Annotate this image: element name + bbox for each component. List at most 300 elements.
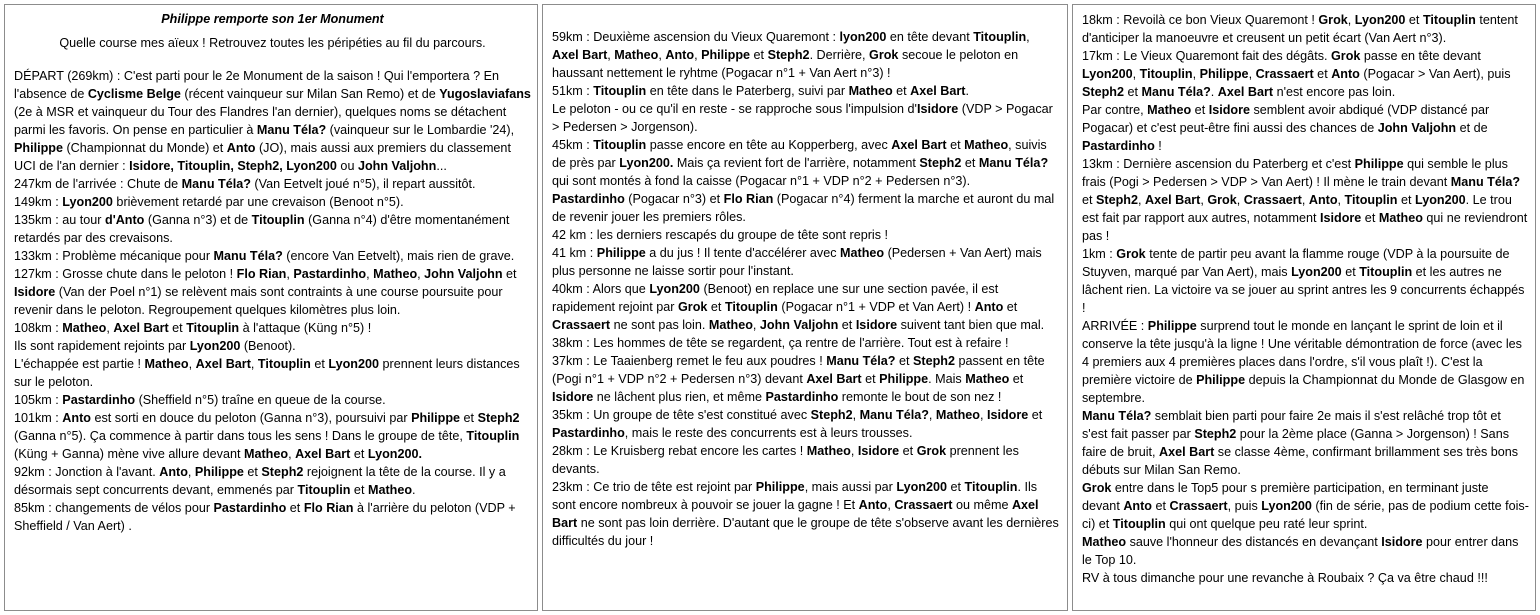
entry-text: (Benoot). [240,339,296,353]
entry-text: . Derrière, [809,48,870,62]
rider-name: Steph2 [1082,85,1124,99]
entry-text: et [1313,67,1332,81]
rider-name: Titouplin [1422,13,1476,27]
entry-text: ou [336,159,358,173]
rider-name: Flo Rian [303,501,354,515]
entry-text: , [366,267,374,281]
entry-text: et [1405,13,1423,27]
rider-name: Isidore [1320,211,1362,225]
entry-text: ! [1154,139,1162,153]
entry-text: (Ganna n°5). Ça commence à partir dans tous les sens ! Dans le groupe de tête, [14,429,467,443]
entry-text: , puis [1227,499,1262,513]
rider-name: Titouplin [964,480,1018,494]
rider-name: Matheo [1378,211,1423,225]
rider-name: Grok [916,444,947,458]
rider-name: Axel Bart [806,372,862,386]
entry-text: (Van der Poel n°1) se relèvent mais sont contraints à une course poursuite pour revenir dans le peloton. Regroupement quelques kilomètres plus loin. [14,285,503,317]
entry-text: 23km : Ce trio de tête est rejoint par [552,480,756,494]
entry-text: et [460,411,478,425]
rider-name: Matheo [964,138,1009,152]
entry-text: brièvement retardé par une crevaison (Benoot n°5). [112,195,404,209]
rider-name: Titouplin [186,321,240,335]
entry-text: (Pogacar > Van Aert), puis [1359,67,1511,81]
entry-text: , [1200,193,1208,207]
entry-text: , [1248,67,1256,81]
rider-name: Grok [1116,247,1146,261]
entry-text: (Van Eetvelt joué n°5), il repart aussitôt. [250,177,476,191]
entry-text: , [850,444,858,458]
entry-text: 149km : [14,195,63,209]
entry-text: 127km : Grosse chute dans le peloton ! [14,267,237,281]
entry-text: (VDP > Pogacar > Pedersen > Jorgenson). [552,102,1053,134]
entry-text: (Championnat du Monde) et [62,141,227,155]
rider-name: Axel Bart [552,48,608,62]
timeline-entry [1082,101,1529,155]
timeline-entry [552,100,1059,136]
entry-text: et [892,84,911,98]
rider-name: Titouplin [1112,517,1166,531]
entry-text: qui sont montés à fond la caisse (Pogacar n°1 + VDP n°2 + Pedersen n°3). [552,174,971,188]
rider-name: Lyon200. [367,447,423,461]
rider-name: Matheo [367,483,413,497]
rider-name: Axel Bart [891,138,947,152]
entry-text: (récent vainqueur sur Milan San Remo) et de [180,87,440,101]
entry-text: et [502,267,517,281]
rider-name: Steph2 [1096,193,1139,207]
rider-name: Pastardinho [552,426,625,440]
column-3-entries [1082,11,1529,587]
rider-name: Titouplin [1344,193,1398,207]
entry-text: (Ganna n°3) et de [144,213,252,227]
entry-text: secoue le peloton en haussant nettement le ryhtme (Pogacar n°1 + Van Aert n°3) ! [552,48,1019,80]
rider-name: Lyon200 [62,195,113,209]
rider-name: Flo Rian [236,267,287,281]
entry-text: , mais le reste des concurrents est à leurs trousses. [624,426,913,440]
entry-text: . [412,483,416,497]
entry-text: et de [1456,121,1488,135]
entry-text: , [887,498,895,512]
entry-text: qui ne reviendront pas ! [1082,211,1528,243]
entry-text: ou même [952,498,1012,512]
timeline-entry [1082,155,1529,245]
rider-name: Steph2 [810,408,853,422]
rider-name: Matheo [848,84,893,98]
rider-name: lyon200 [839,30,887,44]
rider-name: Matheo [144,357,189,371]
rider-name: Anto [665,48,695,62]
entry-text: , [694,48,702,62]
entry-text: et [350,483,368,497]
entry-text: et [1009,372,1024,386]
entry-text: semblait bien parti pour faire 2e mais il s'est relâché trop tôt et s'est fait passer par [1082,409,1501,441]
timeline-entry [1082,479,1529,533]
entry-text: en tête dans le Paterberg, suivi par [646,84,849,98]
entry-text: RV à tous dimanche pour une revanche à Roubaix ? Ça va être chaud !!! [1082,571,1488,585]
rider-name: Crassaert [1243,193,1302,207]
rider-name: Matheo [935,408,980,422]
entry-text: 92km : Jonction à l'avant. [14,465,160,479]
rider-name: Grok [678,300,708,314]
rider-name: Flo Rian [723,192,774,206]
entry-text: remonte le bout de son nez ! [838,390,1002,404]
rider-name: Anto [974,300,1004,314]
rider-name: Isidore [1208,103,1250,117]
entry-text: et [1191,103,1209,117]
column-1 [4,4,538,611]
entry-text: et [1361,211,1379,225]
rider-name: Isidore [916,102,959,116]
timeline-entry [1082,569,1529,587]
rider-name: Crassaert [894,498,953,512]
rider-name: Matheo [373,267,418,281]
rider-name: Philippe [596,246,646,260]
entry-text: , [1132,67,1140,81]
entry-text: et [838,318,856,332]
timeline-entry [552,28,1059,82]
timeline-entry [552,190,1059,226]
entry-text: 51km : [552,84,594,98]
rider-name: Steph2 [261,465,304,479]
entry-text: , [1347,13,1355,27]
entry-text: et [1028,408,1043,422]
rider-name: Philippe [411,411,461,425]
entry-text: . Ils sont encore nombreux à pouvoir se jouer la gagne ! Et [552,480,1038,512]
timeline-entry [14,337,531,355]
rider-name: Isidore [855,318,898,332]
entry-text: en tête devant [886,30,974,44]
rider-name: Titouplin [1139,67,1193,81]
entry-text: 35km : Un groupe de tête s'est constitué avec [552,408,811,422]
entry-text: et [350,447,368,461]
rider-name: Pastardinho [62,393,136,407]
entry-text: 38km : Les hommes de tête se regardent, ça rentre de l'arrière. Tout est à refaire ! [552,336,1009,350]
rider-name: Pastardinho [1082,139,1155,153]
rider-name: Axel Bart [113,321,169,335]
rider-name: Titouplin [593,84,647,98]
timeline-entry [14,193,531,211]
rider-name: Titouplin [1359,265,1413,279]
entry-text: DÉPART (269km) : C'est parti pour le 2e Monument de la saison ! Qui l'emportera ? En l'absence de [14,69,499,101]
rider-name: Manu Téla? [826,354,896,368]
entry-text: et [168,321,187,335]
entry-text: Ils sont rapidement rejoints par [14,339,190,353]
rider-name: Titouplin [593,138,647,152]
rider-name: Crassaert [552,318,611,332]
timeline-entry [14,319,531,337]
entry-text: ne sont pas loin. [610,318,709,332]
timeline-entry [14,409,531,463]
entry-text: ... [436,159,447,173]
timeline-entry [552,352,1059,406]
entry-text: 28km : Le Kruisberg rebat encore les cartes ! [552,444,807,458]
rider-name: Axel Bart [910,84,966,98]
rider-name: Matheo [243,447,289,461]
entry-text: pour entrer dans le Top 10. [1082,535,1519,567]
entry-text: L'échappée est partie ! [14,357,145,371]
rider-name: Steph2 [477,411,520,425]
entry-text: à l'arrière du peloton (VDP + Sheffield / Van Aert) . [14,501,516,533]
entry-text: Par contre, [1082,103,1148,117]
rider-name: Matheo [965,372,1010,386]
rider-name: Philippe [1147,319,1197,333]
rider-name: Lyon200 [189,339,241,353]
entry-text: entre dans le Top5 pour s première participation, en terminant juste devant [1082,481,1489,513]
entry-text: (vainqueur sur le Lombardie '24), [326,123,515,137]
rider-name: Manu Téla? [1141,85,1211,99]
entry-text: (Pogacar n°4) ferment la marche et auront du mal de revenir jouer les premiers rôles. [552,192,1055,224]
rider-name: Lyon200 [1354,13,1406,27]
rider-name: Titouplin [257,357,311,371]
entry-text: tentent d'anticiper la manoeuvre et creusent un petit écart (Van Aert n°3). [1082,13,1518,45]
entry-text: et [899,444,917,458]
entry-text: (fin de série, pas de podium cette fois-ci) et [1082,499,1529,531]
entry-text: semblent avoir abdiqué (VDP distancé par Pogacar) et c'est peut-être fini aussi des chances de [1082,103,1490,135]
entry-text: suivent tant bien que mal. [897,318,1045,332]
rider-name: Lyon200 [1261,499,1312,513]
entry-text: (Benoot) en replace une sur une section pavée, il est rapidement rejoint par [552,282,999,314]
entry-text: a du jus ! Il tente d'accélérer avec [645,246,840,260]
rider-name: Matheo [614,48,659,62]
entry-text: (Pogacar n°1 + VDP et Van Aert) ! [777,300,975,314]
rider-name: Grok [1082,481,1112,495]
rider-name: Titouplin [724,300,778,314]
entry-text: 108km : [14,321,63,335]
entry-text: ne sont pas loin derrière. D'autant que le groupe de tête s'observe avant les dernières difficultés du jour ! [552,516,1059,548]
rider-name: Philippe [1196,373,1246,387]
rider-name: Manu Téla? [213,249,283,263]
entry-text: et [310,357,329,371]
rider-name: Steph2 [919,156,962,170]
rider-name: John Valjohn [357,159,437,173]
entry-text: , [1026,30,1030,44]
entry-text: , [1337,193,1345,207]
entry-text: , [928,408,936,422]
entry-text: surprend tout le monde en lançant le sprint de loin et il conserve la tête jusqu'à la ligne ! Une véritable démontration de force (avec les 4 premiers aux 4 premières places dans l'ordre, s'il vous plaît !). C'est la première victoire de [1082,319,1522,387]
rider-name: Matheo [840,246,885,260]
entry-text: est sorti en douce du peloton (Ganna n°3), poursuivi par [90,411,412,425]
rider-name: Matheo [62,321,107,335]
rider-name: Isidore, Titouplin, Steph2, Lyon200 [129,159,337,173]
timeline-entry [1082,11,1529,47]
rider-name: Isidore [1381,535,1423,549]
entry-text: et [961,156,979,170]
entry-text: et [861,372,880,386]
rider-name: Philippe [701,48,751,62]
entry-text: rejoignent la tête de la course. Il y a désormais sept concurrents devant, emmenés par [14,465,506,497]
rider-name: Yugoslaviafans [439,87,531,101]
entry-text: , [1236,193,1244,207]
entry-text: , [1138,193,1146,207]
rider-name: Steph2 [767,48,810,62]
timeline-entry [14,499,531,535]
rider-name: Manu Téla? [859,408,929,422]
rider-name: Steph2 [1194,427,1237,441]
rider-name: Anto [226,141,256,155]
rider-name: John Valjohn [1377,121,1457,135]
rider-name: Titouplin [251,213,305,227]
article-title: Philippe remporte son 1er Monument [161,12,384,26]
entry-text: . Mais [928,372,966,386]
entry-text: , [852,408,860,422]
entry-text: 135km : au tour [14,213,106,227]
entry-text: et [1124,85,1142,99]
timeline-entry [14,175,531,193]
entry-text: qui ont quelque peu raté leur sprint. [1165,517,1368,531]
rider-name: Isidore [986,408,1029,422]
rider-name: Lyon200. [619,156,674,170]
rider-name: Axel Bart [1217,85,1274,99]
entry-text: . Le trou est fait par rapport aux autres, notamment [1082,193,1512,225]
timeline-entry [14,247,531,265]
entry-text: et [286,501,304,515]
rider-name: Crassaert [1169,499,1228,513]
rider-name: John Valjohn [424,267,503,281]
entry-text: 13km : Dernière ascension du Paterberg et c'est [1082,157,1355,171]
entry-text: 42 km : les derniers rescapés du groupe de tête sont repris ! [552,228,889,242]
entry-text: , [658,48,666,62]
entry-text: et [895,354,913,368]
entry-text: , [286,267,294,281]
rider-name: Anto [62,411,91,425]
rider-name: Isidore [14,285,56,299]
entry-text: prennent leurs distances sur le peloton. [14,357,520,389]
entry-text: et [243,465,262,479]
rider-name: Manu Téla? [1450,175,1521,189]
timeline-entry [14,391,531,409]
entry-text: (Sheffield n°5) traîne en queue de la course. [135,393,386,407]
entry-text: et [707,300,725,314]
entry-text: 247km de l'arrivée : Chute de [14,177,182,191]
entry-text: passe encore en tête au Kopperberg, avec [646,138,892,152]
rider-name: Grok [1331,49,1361,63]
entry-text: et les autres ne lâchent rien. La victoire va se jouer au sprint antres les 9 concurrents échappés ! [1082,265,1525,315]
entry-text: passe en tête devant [1360,49,1481,63]
entry-text: 133km : Problème mécanique pour [14,249,214,263]
entry-text: , [417,267,425,281]
entry-text: et [946,138,965,152]
rider-name: Anto [159,465,188,479]
rider-name: Philippe [14,141,63,155]
timeline-entry [1082,317,1529,407]
rider-name: Lyon200 [649,282,700,296]
entry-text: et [1003,300,1018,314]
entry-text: , suivis de près par [552,138,1047,170]
entry-text: et [947,480,965,494]
rider-name: Philippe [755,480,805,494]
entry-text: 18km : Revoilà ce bon Vieux Quaremont ! [1082,13,1319,27]
rider-name: Manu Téla? [1082,409,1152,423]
rider-name: Pastardinho [765,390,839,404]
rider-name: Matheo [1147,103,1192,117]
timeline-entry [552,478,1059,550]
rider-name: Isidore [552,390,594,404]
rider-name: Pastardinho [552,192,625,206]
rider-name: d'Anto [105,213,145,227]
entry-text: ne lâchent plus rien, et même [593,390,766,404]
rider-name: Philippe [1354,157,1404,171]
rider-name: Anto [1123,499,1152,513]
column-1-entries [14,67,531,535]
rider-name: Lyon200 [1291,265,1342,279]
timeline-entry [14,463,531,499]
timeline-entry [14,265,531,319]
entry-text: . [965,84,969,98]
entry-text: , [1192,67,1200,81]
entry-text: (2e à MSR et vainqueur du Tour des Flandres l'an dernier), quelques noms se détachent parmi les favoris. On pense en particulier à [14,105,507,137]
rider-name: Axel Bart [1145,193,1201,207]
rider-name: Philippe [1199,67,1249,81]
entry-text: 101km : [14,411,63,425]
rider-name: Matheo [708,318,753,332]
entry-text: et [1341,265,1360,279]
entry-text: pour la 2ème place (Ganna > Jorgenson) ! Sans faire de bruit, [1082,427,1509,459]
rider-name: Matheo [1082,535,1127,549]
timeline-entry [1082,245,1529,317]
rider-name: Axel Bart [552,498,1039,530]
entry-text: , [187,465,195,479]
timeline-entry [552,280,1059,334]
entry-text: 41 km : [552,246,597,260]
entry-text: , [188,357,196,371]
entry-text: qui semble le plus frais (Pogi > Pedersen > VDP > Van Aert) ! Il mène le train devant [1082,157,1508,189]
rider-name: Isidore [857,444,900,458]
column-2 [542,4,1068,611]
entry-text: , [288,447,296,461]
rider-name: Titouplin [973,30,1027,44]
rider-name: Axel Bart [1159,445,1215,459]
rider-name: Titouplin [297,483,351,497]
entry-text: (Pedersen + Van Aert) mais plus personne ne laisse sortir pour l'instant. [552,246,1042,278]
entry-text: 105km : [14,393,63,407]
entry-text: sauve l'honneur des distancés en devançant [1126,535,1382,549]
entry-text: (Ganna n°4) d'être momentanément retardés par des crevaisons. [14,213,510,245]
entry-text: . [1210,85,1218,99]
rider-name: Lyon200 [1082,67,1133,81]
entry-text: , mais aussi par [804,480,897,494]
entry-text: , [979,408,987,422]
timeline-entry [552,226,1059,244]
entry-text: , [106,321,114,335]
rider-name: Lyon200 [896,480,948,494]
timeline-entry [552,244,1059,280]
entry-text: et [1082,193,1097,207]
timeline-entry [552,406,1059,442]
rider-name: Manu Téla? [978,156,1049,170]
timeline-entry [14,355,531,391]
entry-text: , [1301,193,1309,207]
rider-name: John Valjohn [759,318,839,332]
rider-name: Philippe [194,465,244,479]
entry-text: (Pogacar n°3) et [624,192,724,206]
timeline-entry [14,67,531,175]
rider-name: Anto [1331,67,1360,81]
entry-text: (Küng + Ganna) mène vive allure devant [14,447,244,461]
rider-name: Grok [869,48,899,62]
entry-text: 37km : Le Taaienberg remet le feu aux poudres ! [552,354,827,368]
timeline-entry [552,82,1059,100]
rider-name: Grok [1207,193,1237,207]
column-2-entries [552,28,1059,550]
entry-text: , [607,48,615,62]
timeline-entry [1082,533,1529,569]
entry-text: 40km : Alors que [552,282,650,296]
entry-text: 17km : Le Vieux Quaremont fait des dégâts. [1082,49,1331,63]
entry-text: tente de partir peu avant la flamme rouge (VDP à la poursuite de Stuyven, marqué par Van Aert), mais [1082,247,1510,279]
timeline-entry [14,211,531,247]
entry-text: se classe 4ème, confirmant brillamment ses très bons débuts sur Milan San Remo. [1082,445,1519,477]
rider-name: Crassaert [1255,67,1314,81]
rider-name: Matheo [806,444,851,458]
